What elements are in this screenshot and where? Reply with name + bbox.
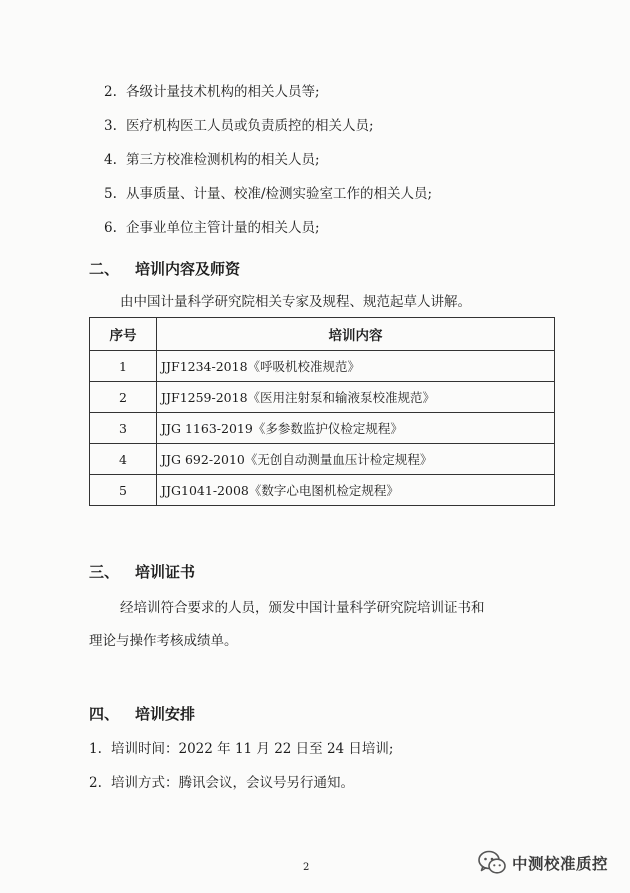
- list-item-text: 第三方校准检测机构的相关人员;: [126, 152, 320, 168]
- section-title: 培训证书: [135, 563, 196, 581]
- list-item-text: 企事业单位主管计量的相关人员;: [126, 220, 320, 236]
- table-row: [90, 413, 555, 444]
- section-heading-3: [89, 561, 195, 582]
- list-item-text: 从事质量、计量、校准/检测实验室工作的相关人员;: [126, 186, 433, 202]
- list-item: [89, 737, 393, 757]
- row-content: JJG 692-2010《无创自动测量血压计检定规程》: [157, 444, 555, 475]
- watermark: [478, 850, 608, 876]
- paragraph-line: 经培训符合要求的人员，颁发中国计量科学研究院培训证书和: [120, 600, 485, 616]
- section-number: 二、: [89, 260, 120, 278]
- table-row: [90, 444, 555, 475]
- section-title: 培训内容及师资: [135, 260, 241, 278]
- list-item-number: 5.: [104, 186, 117, 202]
- list-item: [89, 771, 354, 791]
- row-content: JJF1234-2018《呼吸机校准规范》: [157, 351, 555, 382]
- column-header-no: 序号: [90, 318, 157, 351]
- list-item-number: 1.: [89, 741, 102, 757]
- list-item-number: 2.: [89, 775, 102, 791]
- paragraph-line: 理论与操作考核成绩单。: [89, 633, 238, 649]
- list-item-number: 2.: [104, 84, 117, 100]
- section-number: 四、: [89, 705, 120, 723]
- row-content: JJG1041-2008《数字心电图机检定规程》: [157, 475, 555, 506]
- list-item: [104, 216, 320, 236]
- row-number: 1: [90, 351, 157, 382]
- column-header-content: 培训内容: [157, 318, 555, 351]
- row-number: 4: [90, 444, 157, 475]
- page-number: 2: [303, 862, 310, 873]
- section-heading-2: [89, 258, 240, 279]
- section-title: 培训安排: [135, 705, 196, 723]
- list-item: [104, 182, 432, 202]
- section-heading-4: [89, 703, 195, 724]
- table-header-row: [90, 318, 555, 351]
- list-item-number: 6.: [104, 220, 117, 236]
- list-item: [104, 148, 320, 168]
- watermark-text: 中测校准质控: [512, 855, 609, 873]
- list-item-text: 医疗机构医工人员或负责质控的相关人员;: [126, 118, 374, 134]
- table-row: [90, 475, 555, 506]
- list-item: [104, 80, 320, 100]
- row-number: 3: [90, 413, 157, 444]
- list-item-number: 3.: [104, 118, 117, 134]
- section-intro: 由中国计量科学研究院相关专家及规程、规范起草人讲解。: [120, 294, 471, 310]
- row-number: 5: [90, 475, 157, 506]
- list-item-text: 各级计量技术机构的相关人员等;: [126, 84, 320, 100]
- training-content-table: [89, 317, 555, 506]
- wechat-icon: [478, 850, 506, 876]
- list-item-number: 4.: [104, 152, 117, 168]
- row-number: 2: [90, 382, 157, 413]
- row-content: JJG 1163-2019《多参数监护仪检定规程》: [157, 413, 555, 444]
- table-row: [90, 382, 555, 413]
- section-number: 三、: [89, 563, 120, 581]
- list-item-text: 培训时间：2022 年 11 月 22 日至 24 日培训;: [111, 741, 394, 757]
- table-row: [90, 351, 555, 382]
- row-content: JJF1259-2018《医用注射泵和输液泵校准规范》: [157, 382, 555, 413]
- list-item: [104, 114, 374, 134]
- list-item-text: 培训方式：腾讯会议，会议号另行通知。: [111, 775, 354, 791]
